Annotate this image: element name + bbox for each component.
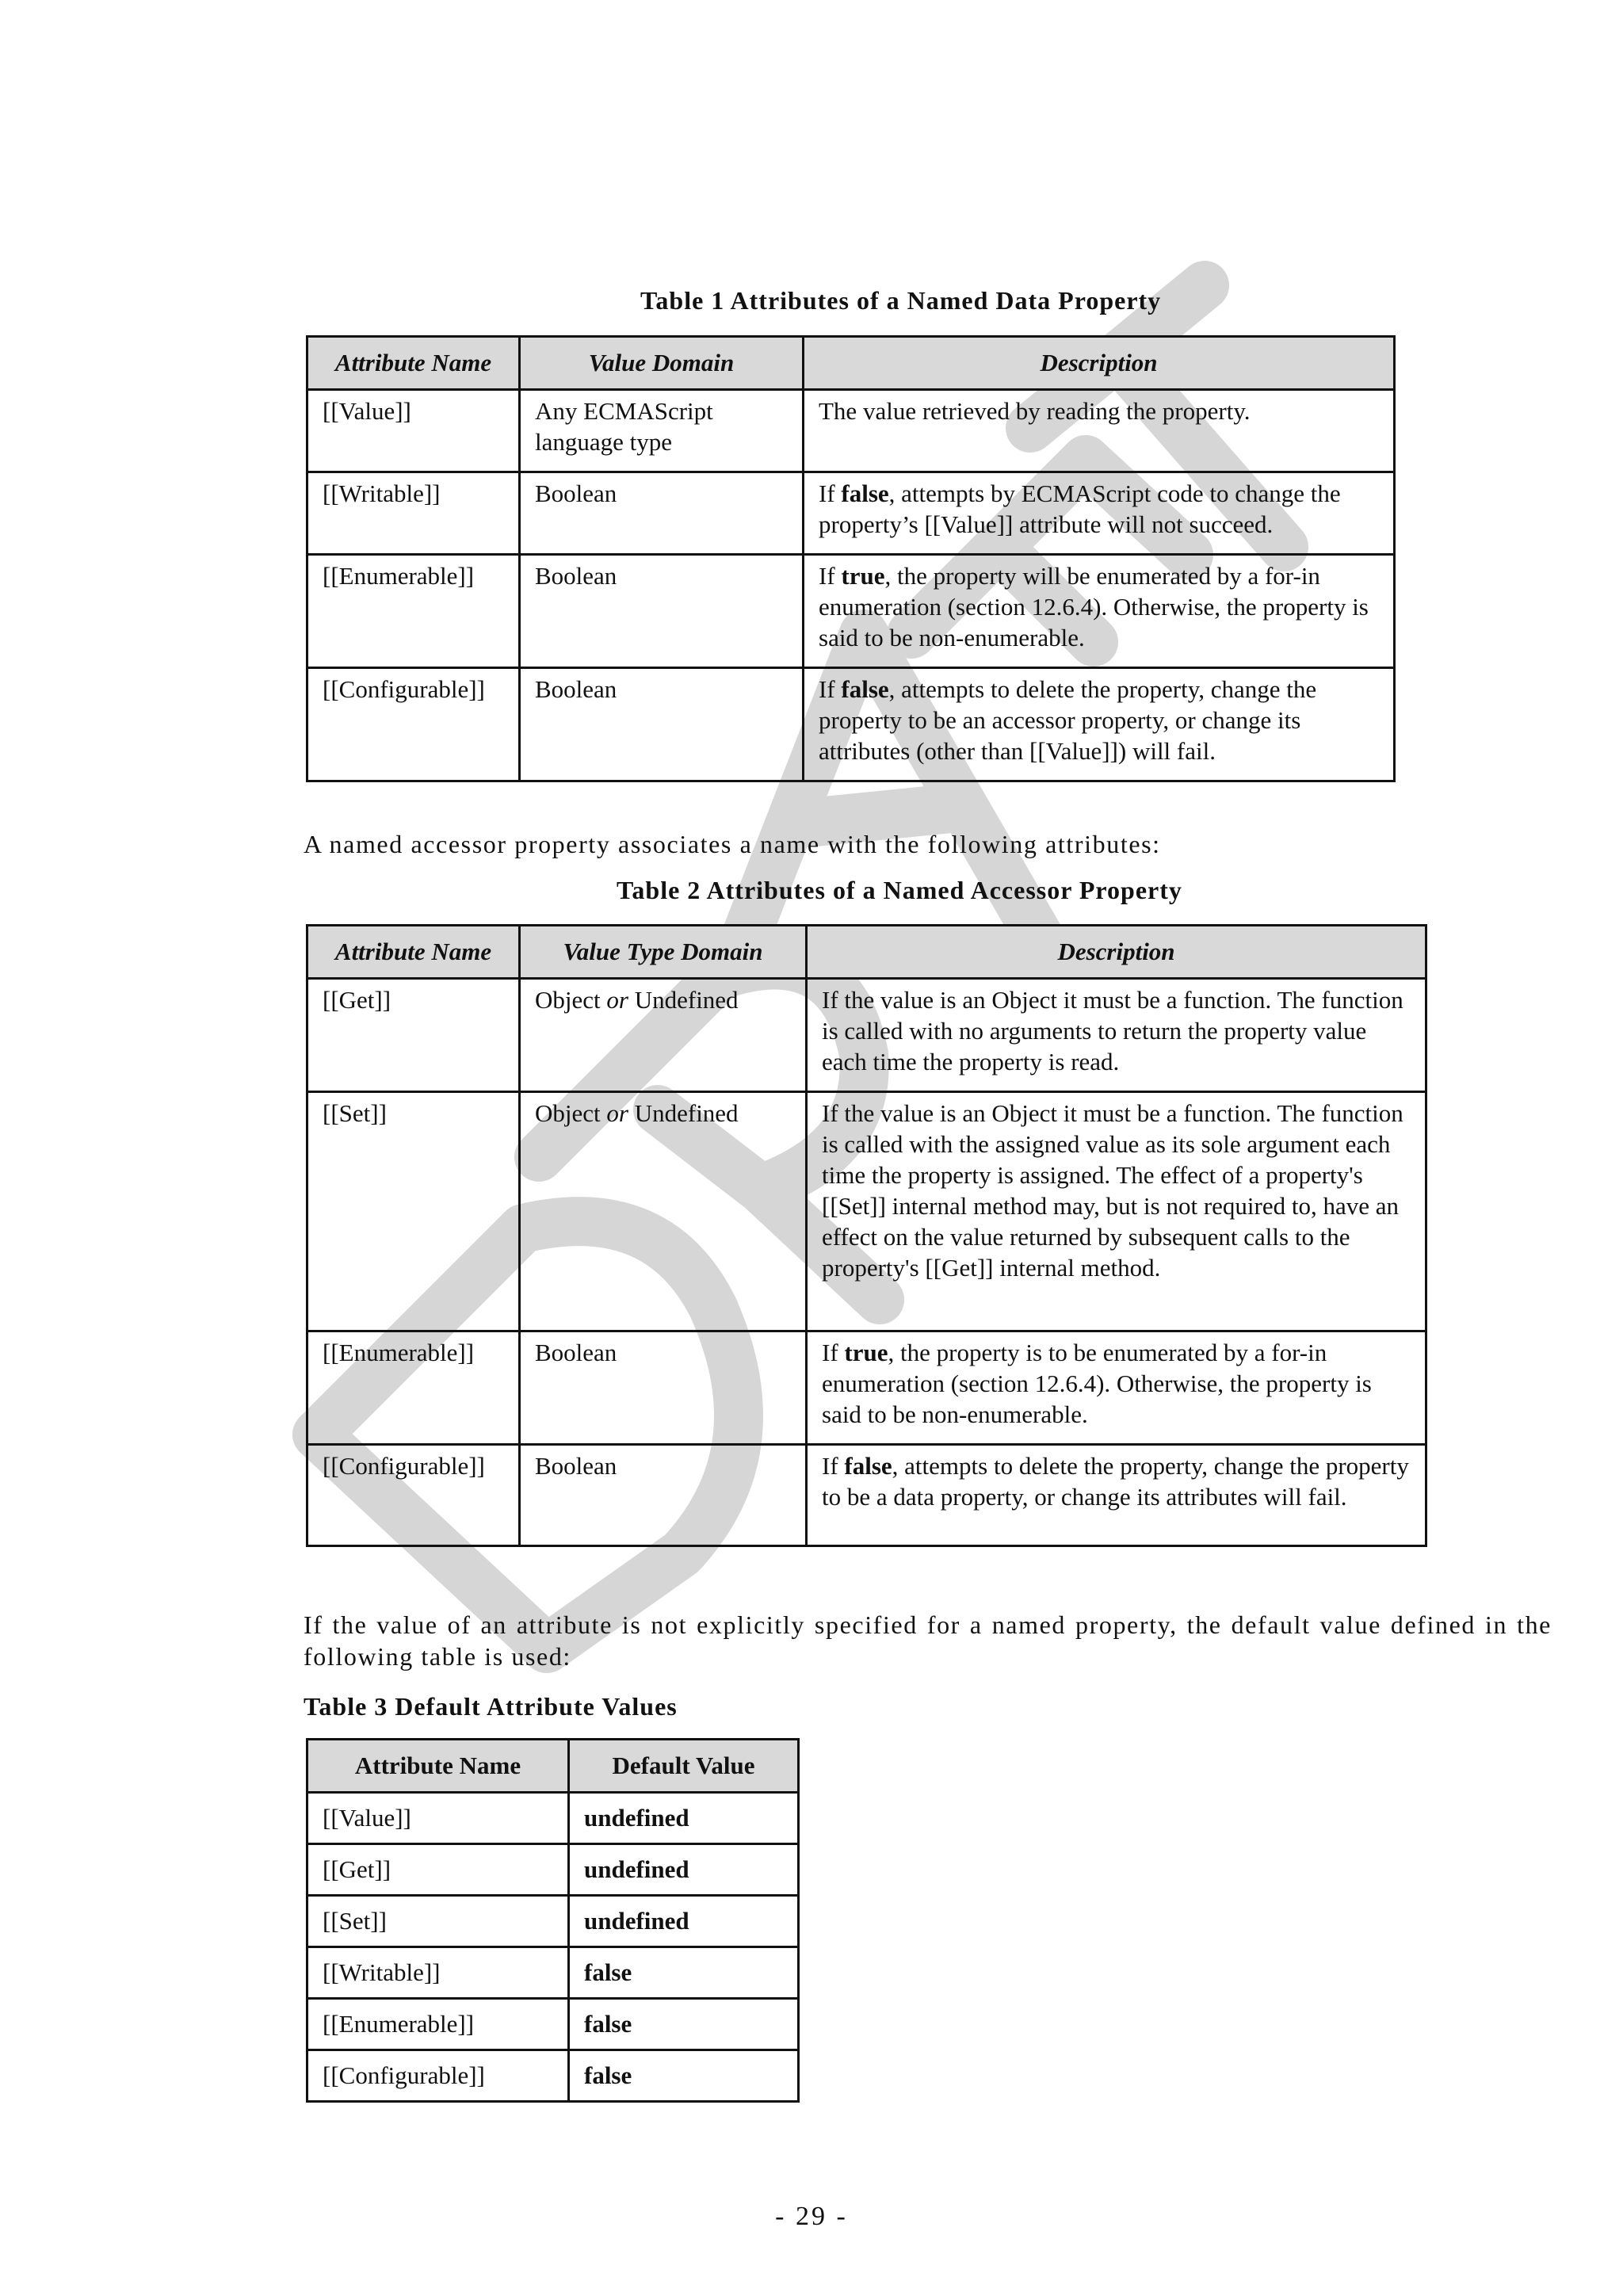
attribute-name-cell: [[Configurable]]: [307, 668, 520, 781]
table-row: [307, 1844, 799, 1896]
accessor-intro-paragraph: A named accessor property associates a name with the following attributes:: [304, 830, 1161, 858]
attribute-name-cell: [[Enumerable]]: [307, 1999, 569, 2050]
default-value-cell: undefined: [569, 1896, 799, 1947]
attribute-name-cell: [[Set]]: [307, 1092, 520, 1331]
table1-header-attribute-name: Attribute Name: [307, 337, 520, 390]
table1-header-row: [307, 337, 1395, 390]
value-domain-cell: Object or Undefined: [520, 1092, 807, 1331]
table-row: [307, 1092, 1426, 1331]
description-cell: If false, attempts by ECMAScript code to change the property’s [[Value]] attribute will not succeed.: [804, 472, 1395, 555]
table-row: [307, 555, 1395, 668]
default-value-cell: false: [569, 1947, 799, 1999]
description-cell: The value retrieved by reading the property.: [804, 390, 1395, 472]
value-domain-cell: Boolean: [520, 555, 804, 668]
table2: [306, 924, 1427, 1547]
attribute-name-cell: [[Get]]: [307, 1844, 569, 1896]
attribute-name-cell: [[Configurable]]: [307, 1445, 520, 1546]
default-value-cell: false: [569, 2050, 799, 2102]
table-row: [307, 1947, 799, 1999]
table-row: [307, 1793, 799, 1844]
value-domain-cell: Boolean: [520, 668, 804, 781]
value-domain-cell: Boolean: [520, 472, 804, 555]
table3-header-default-value: Default Value: [569, 1740, 799, 1793]
table-row: [307, 668, 1395, 781]
attribute-name-cell: [[Writable]]: [307, 472, 520, 555]
table1-caption: Table 1 Attributes of a Named Data Property: [640, 286, 1162, 315]
description-cell: If true, the property will be enumerated by a for-in enumeration (section 12.6.4). Otherwise, the property is said to be non-enumerable.: [804, 555, 1395, 668]
attribute-name-cell: [[Configurable]]: [307, 2050, 569, 2102]
table2-header-value-type-domain: Value Type Domain: [520, 926, 807, 979]
table3-header-attribute-name: Attribute Name: [307, 1740, 569, 1793]
description-cell: If the value is an Object it must be a function. The function is called with no arguments to return the property value each time the property is read.: [807, 979, 1426, 1092]
table-row: [307, 2050, 799, 2102]
value-domain-cell: Boolean: [520, 1331, 807, 1445]
table-row: [307, 979, 1426, 1092]
table2-header-description: Description: [807, 926, 1426, 979]
table1: [306, 335, 1396, 782]
attribute-name-cell: [[Writable]]: [307, 1947, 569, 1999]
table2-caption: Table 2 Attributes of a Named Accessor Property: [617, 876, 1182, 904]
table-row: [307, 1445, 1426, 1546]
table2-header-row: [307, 926, 1426, 979]
table-row: [307, 1999, 799, 2050]
table-row: [307, 472, 1395, 555]
description-cell: If false, attempts to delete the property, change the property to be an accessor property, or change its attributes (other than [[Value]]) will fail.: [804, 668, 1395, 781]
attribute-name-cell: [[Enumerable]]: [307, 555, 520, 668]
table1-header-value-domain: Value Domain: [520, 337, 804, 390]
table-row: [307, 390, 1395, 472]
defaults-intro-paragraph: If the value of an attribute is not explicitly specified for a named property, the default value defined in the following table is used:: [304, 1610, 1552, 1671]
value-domain-cell: Boolean: [520, 1445, 807, 1546]
value-domain-cell: Any ECMAScript language type: [520, 390, 804, 472]
table3-header-row: [307, 1740, 799, 1793]
table-row: [307, 1331, 1426, 1445]
table2-header-attribute-name: Attribute Name: [307, 926, 520, 979]
description-cell: If true, the property is to be enumerated by a for-in enumeration (section 12.6.4). Otherwise, the property is said to be non-enumerable.: [807, 1331, 1426, 1445]
attribute-name-cell: [[Set]]: [307, 1896, 569, 1947]
attribute-name-cell: [[Value]]: [307, 390, 520, 472]
attribute-name-cell: [[Enumerable]]: [307, 1331, 520, 1445]
default-value-cell: undefined: [569, 1844, 799, 1896]
attribute-name-cell: [[Get]]: [307, 979, 520, 1092]
default-value-cell: undefined: [569, 1793, 799, 1844]
table-row: [307, 1896, 799, 1947]
table1-header-description: Description: [804, 337, 1395, 390]
description-cell: If false, attempts to delete the property, change the property to be a data property, or change its attributes will fail.: [807, 1445, 1426, 1546]
page-number: - 29 -: [775, 2202, 848, 2231]
table3-caption: Table 3 Default Attribute Values: [304, 1692, 678, 1721]
table3: [306, 1738, 800, 2103]
description-cell: If the value is an Object it must be a function. The function is called with the assigned value as its sole argument each time the property is assigned. The effect of a property's [[Set]] internal method may, but is not required to, have an effect on the value returned by subsequent calls to the property's [[Get]] internal method.: [807, 1092, 1426, 1331]
default-value-cell: false: [569, 1999, 799, 2050]
attribute-name-cell: [[Value]]: [307, 1793, 569, 1844]
value-domain-cell: Object or Undefined: [520, 979, 807, 1092]
